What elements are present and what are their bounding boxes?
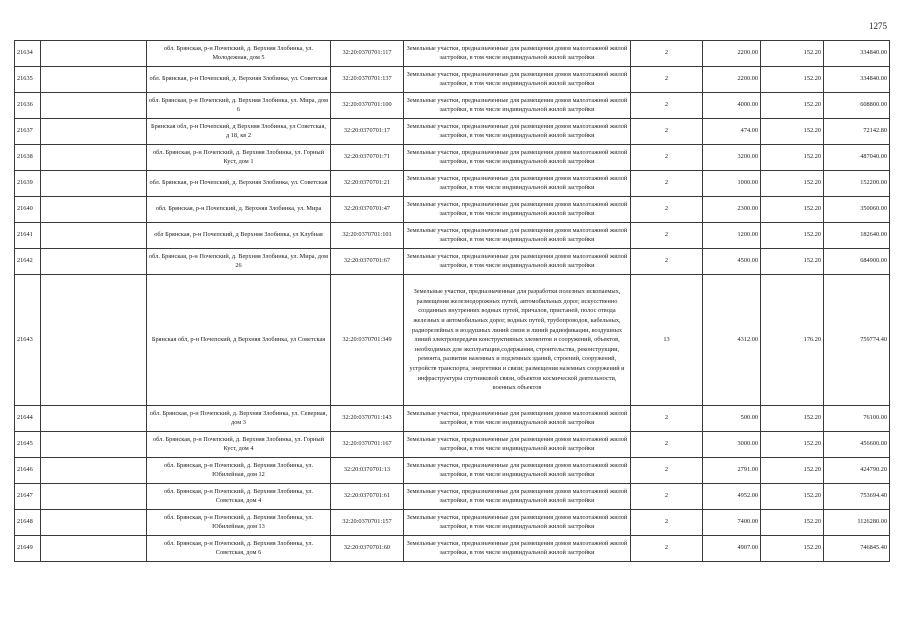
area-cell: 500.00 [703,406,761,432]
cadastral-number-cell: 32:20:0370701:13 [331,458,404,484]
empty-cell [41,275,147,406]
unit-rate-cell: 152.20 [761,223,824,249]
cadastral-value-cell: 456600.00 [824,432,890,458]
unit-rate-cell: 176.20 [761,275,824,406]
unit-rate-cell: 152.20 [761,484,824,510]
address-cell: обл. Брянская, р-н Почепский, д. Верхняя Злобинка, ул. Советская, дом 6 [147,536,331,562]
cadastral-number-cell: 32:20:0370701:61 [331,484,404,510]
row-number-cell: 21638 [15,145,41,171]
cadastral-value-cell: 684900.00 [824,249,890,275]
row-number-cell: 21639 [15,171,41,197]
land-use-cell: Земельные участки, предназначенные для размещения домов малоэтажной жилой застройки, в том числе индивидуальной жилой застройки [404,223,631,249]
land-use-cell: Земельные участки, предназначенные для размещения домов малоэтажной жилой застройки, в том числе индивидуальной жилой застройки [404,458,631,484]
row-number-cell: 21644 [15,406,41,432]
cadastral-value-cell: 350060.00 [824,197,890,223]
area-cell: 4500.00 [703,249,761,275]
area-cell: 1200.00 [703,223,761,249]
cadastral-value-cell: 746845.40 [824,536,890,562]
row-number-cell: 21640 [15,197,41,223]
cadastral-value-cell: 152200.00 [824,171,890,197]
cadastral-number-cell: 32:20:0370701:17 [331,119,404,145]
land-use-cell: Земельные участки, предназначенные для размещения домов малоэтажной жилой застройки, в том числе индивидуальной жилой застройки [404,406,631,432]
cadastral-number-cell: 32:20:0370701:47 [331,197,404,223]
area-cell: 4312.00 [703,275,761,406]
use-group-cell: 2 [631,93,703,119]
cadastral-number-cell: 32:20:0370701:67 [331,249,404,275]
table-row [15,67,890,93]
address-cell: обл. Брянская, р-н Почепский, д. Верхняя Злобинка, ул. Юбилейная, дом 13 [147,510,331,536]
address-cell: обл. Брянская, р-н Почепский, д. Верхняя Злобинка, ул. Советская, дом 4 [147,484,331,510]
table-row [15,510,890,536]
empty-cell [41,223,147,249]
unit-rate-cell: 152.20 [761,249,824,275]
cadastral-value-cell: 72142.80 [824,119,890,145]
row-number-cell: 21635 [15,67,41,93]
area-cell: 3200.00 [703,145,761,171]
row-number-cell: 21636 [15,93,41,119]
area-cell: 4952.00 [703,484,761,510]
empty-cell [41,93,147,119]
use-group-cell: 2 [631,119,703,145]
land-use-cell: Земельные участки, предназначенные для разработки полезных ископаемых, размещения железнодорожных путей, автомобильных дорог, искусственно созданных внутренних водных путей, причалов, пристаней, полос отвода железных и автомобильных дорог, водных путей, трубопроводов, кабельных, радиорелейных и воздушных линий связи и линий радиофикации, воздушных линий электропередачи конструктивных элементов и сооружений, объектов, необходимых для эксплуатации,содержания, строительства, реконструкции, ремонта, развития наземных и подземных зданий, строений, сооружений, устройств транспорта, энергетики и связи; размещения наземных сооружений и инфраструктуры спутниковой связи, объектов космической деятельности, военных объектов [404,275,631,406]
empty-cell [41,249,147,275]
land-use-cell: Земельные участки, предназначенные для размещения домов малоэтажной жилой застройки, в том числе индивидуальной жилой застройки [404,249,631,275]
cadastral-value-cell: 753694.40 [824,484,890,510]
use-group-cell: 2 [631,223,703,249]
cadastral-value-cell: 1126280.00 [824,510,890,536]
area-cell: 4000.00 [703,93,761,119]
table-row [15,145,890,171]
row-number-cell: 21645 [15,432,41,458]
address-cell: обл. Брянская, р-н Почепский, д. Верхняя Злобинка, ул. Горный Куст, дом 1 [147,145,331,171]
empty-cell [41,432,147,458]
use-group-cell: 2 [631,249,703,275]
empty-cell [41,41,147,67]
table-row [15,171,890,197]
use-group-cell: 2 [631,510,703,536]
empty-cell [41,406,147,432]
address-cell: обл. Брянская, р-н Почепский, д. Верхняя Злобинка, ул. Северная, дом 3 [147,406,331,432]
empty-cell [41,510,147,536]
unit-rate-cell: 152.20 [761,536,824,562]
unit-rate-cell: 152.20 [761,432,824,458]
area-cell: 7400.00 [703,510,761,536]
cadastral-value-cell: 182640.00 [824,223,890,249]
land-use-cell: Земельные участки, предназначенные для размещения домов малоэтажной жилой застройки, в том числе индивидуальной жилой застройки [404,93,631,119]
empty-cell [41,119,147,145]
cadastral-value-cell: 608800.00 [824,93,890,119]
unit-rate-cell: 152.20 [761,145,824,171]
area-cell: 1000.00 [703,171,761,197]
cadastral-number-cell: 32:20:0370701:167 [331,432,404,458]
empty-cell [41,145,147,171]
cadastral-number-cell: 32:20:0370701:21 [331,171,404,197]
land-use-cell: Земельные участки, предназначенные для размещения домов малоэтажной жилой застройки, в том числе индивидуальной жилой застройки [404,432,631,458]
empty-cell [41,536,147,562]
use-group-cell: 2 [631,484,703,510]
empty-cell [41,458,147,484]
cadastral-value-cell: 424790.20 [824,458,890,484]
unit-rate-cell: 152.20 [761,510,824,536]
use-group-cell: 2 [631,432,703,458]
table-body [15,41,890,562]
area-cell: 2300.00 [703,197,761,223]
row-number-cell: 21647 [15,484,41,510]
table-row [15,223,890,249]
area-cell: 4907.00 [703,536,761,562]
land-use-cell: Земельные участки, предназначенные для размещения домов малоэтажной жилой застройки, в том числе индивидуальной жилой застройки [404,119,631,145]
table-row [15,484,890,510]
cadastral-number-cell: 32:20:0370701:157 [331,510,404,536]
table-row [15,197,890,223]
use-group-cell: 2 [631,171,703,197]
cadastral-value-table [14,40,890,562]
land-use-cell: Земельные участки, предназначенные для размещения домов малоэтажной жилой застройки, в том числе индивидуальной жилой застройки [404,484,631,510]
land-use-cell: Земельные участки, предназначенные для размещения домов малоэтажной жилой застройки, в том числе индивидуальной жилой застройки [404,536,631,562]
row-number-cell: 21646 [15,458,41,484]
unit-rate-cell: 152.20 [761,41,824,67]
row-number-cell: 21649 [15,536,41,562]
cadastral-number-cell: 32:20:0370701:101 [331,223,404,249]
cadastral-value-cell: 334840.00 [824,41,890,67]
cadastral-number-cell: 32:20:0370701:137 [331,67,404,93]
empty-cell [41,171,147,197]
row-number-cell: 21641 [15,223,41,249]
land-use-cell: Земельные участки, предназначенные для размещения домов малоэтажной жилой застройки, в том числе индивидуальной жилой застройки [404,197,631,223]
use-group-cell: 2 [631,458,703,484]
use-group-cell: 2 [631,197,703,223]
use-group-cell: 2 [631,41,703,67]
table-row [15,249,890,275]
address-cell: обл Брянская, р-н Почепский, д Верхняя Злобинка, ул Клубная [147,223,331,249]
land-use-cell: Земельные участки, предназначенные для размещения домов малоэтажной жилой застройки, в том числе индивидуальной жилой застройки [404,67,631,93]
table-row [15,275,890,406]
table-row [15,41,890,67]
land-use-cell: Земельные участки, предназначенные для размещения домов малоэтажной жилой застройки, в том числе индивидуальной жилой застройки [404,41,631,67]
empty-cell [41,484,147,510]
address-cell: Брянская обл, р-н Почепский, д Верхняя Злобинка, ул Советская, д 18, кв 2 [147,119,331,145]
cadastral-number-cell: 32:20:0370701:100 [331,93,404,119]
cadastral-value-cell: 334840.00 [824,67,890,93]
row-number-cell: 21642 [15,249,41,275]
cadastral-number-cell: 32:20:0370701:117 [331,41,404,67]
land-use-cell: Земельные участки, предназначенные для размещения домов малоэтажной жилой застройки, в том числе индивидуальной жилой застройки [404,510,631,536]
use-group-cell: 2 [631,145,703,171]
row-number-cell: 21643 [15,275,41,406]
page-number: 1275 [869,21,887,31]
area-cell: 2791.00 [703,458,761,484]
table-row [15,406,890,432]
empty-cell [41,197,147,223]
area-cell: 2200.00 [703,67,761,93]
use-group-cell: 2 [631,406,703,432]
use-group-cell: 2 [631,67,703,93]
cadastral-value-cell: 759774.40 [824,275,890,406]
table-row [15,458,890,484]
area-cell: 474.00 [703,119,761,145]
cadastral-number-cell: 32:20:0370701:71 [331,145,404,171]
address-cell: обл. Брянская, р-н Почепский, д. Верхняя Злобинка, ул. Мира, дом 6 [147,93,331,119]
unit-rate-cell: 152.20 [761,406,824,432]
empty-cell [41,67,147,93]
use-group-cell: 2 [631,536,703,562]
land-use-cell: Земельные участки, предназначенные для размещения домов малоэтажной жилой застройки, в том числе индивидуальной жилой застройки [404,171,631,197]
row-number-cell: 21637 [15,119,41,145]
cadastral-value-cell: 487040.00 [824,145,890,171]
address-cell: обл. Брянская, р-н Почепский, д. Верхняя Злобинка, ул. Юбилейная, дом 12 [147,458,331,484]
unit-rate-cell: 152.20 [761,119,824,145]
table-row [15,119,890,145]
unit-rate-cell: 152.20 [761,458,824,484]
cadastral-number-cell: 32:20:0370701:349 [331,275,404,406]
address-cell: обл. Брянская, р-н Почепский, д. Верхняя Злобинка, ул. Советская [147,67,331,93]
unit-rate-cell: 152.20 [761,67,824,93]
cadastral-number-cell: 32:20:0370701:143 [331,406,404,432]
unit-rate-cell: 152.20 [761,93,824,119]
address-cell: обл. Брянская, р-н Почепский, д. Верхняя Злобинка, ул. Мира, дом 26 [147,249,331,275]
unit-rate-cell: 152.20 [761,171,824,197]
table-row [15,432,890,458]
land-use-cell: Земельные участки, предназначенные для размещения домов малоэтажной жилой застройки, в том числе индивидуальной жилой застройки [404,145,631,171]
address-cell: обл. Брянская, р-н Почепский, д. Верхняя Злобинка, ул. Молодежная, дом 5 [147,41,331,67]
row-number-cell: 21648 [15,510,41,536]
unit-rate-cell: 152.20 [761,197,824,223]
use-group-cell: 13 [631,275,703,406]
row-number-cell: 21634 [15,41,41,67]
address-cell: обл. Брянская, р-н Почепский, д. Верхняя Злобинка, ул. Мира [147,197,331,223]
table-row [15,93,890,119]
table-row [15,536,890,562]
address-cell: обл. Брянская, р-н Почепский, д. Верхняя Злобинка, ул. Советская [147,171,331,197]
area-cell: 3000.00 [703,432,761,458]
address-cell: обл. Брянская, р-н Почепский, д. Верхняя Злобинка, ул. Горный Куст, дом 4 [147,432,331,458]
cadastral-number-cell: 32:20:0370701:60 [331,536,404,562]
address-cell: Брянская обл, р-н Почепский, д Верхняя Злобинка, ул Советская [147,275,331,406]
area-cell: 2200.00 [703,41,761,67]
cadastral-value-cell: 76100.00 [824,406,890,432]
